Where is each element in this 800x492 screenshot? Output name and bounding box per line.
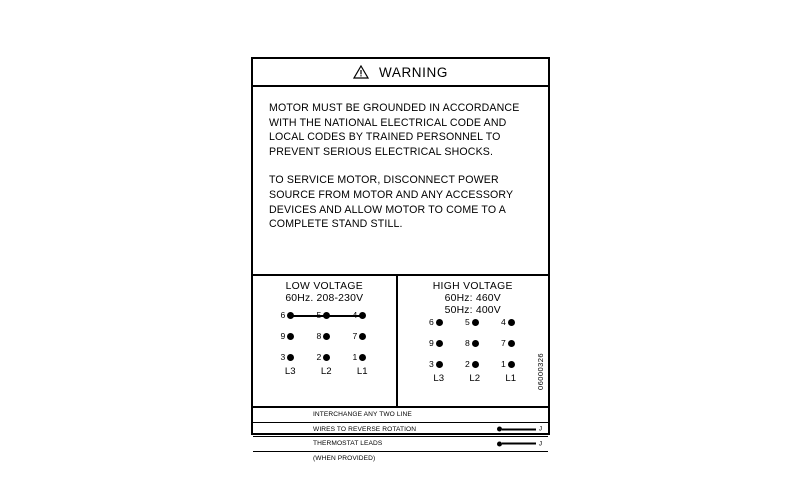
line-label-l2: L2 (469, 373, 481, 384)
terminal-label-8: 8 (316, 331, 322, 341)
warning-header (253, 59, 548, 87)
terminal-node-6 (436, 319, 443, 326)
low-voltage-terminal-grid (265, 310, 383, 382)
lead-wire-line (502, 443, 536, 445)
high-voltage-terminal-grid (414, 317, 532, 389)
high-voltage-panel (398, 276, 548, 406)
terminal-label-9: 9 (428, 338, 434, 348)
high-voltage-subtitle-50hz: 50Hz: 400V (444, 305, 501, 316)
note-row (253, 437, 548, 452)
high-voltage-title: HIGH VOLTAGE (432, 281, 513, 292)
terminal-node-1 (508, 361, 515, 368)
terminal-node-7 (359, 333, 366, 340)
lead-label-j: J (538, 425, 542, 433)
line-label-l2: L2 (320, 366, 332, 377)
warning-paragraph-service: TO SERVICE MOTOR, DISCONNECT POWER SOURCE FROM MOTOR AND ANY ACCESSORY DEVICES AND ALLOW MOTOR TO COME TO A COMPLETE STAND STILL. (269, 174, 514, 231)
thermostat-lead-symbol (497, 440, 542, 447)
terminal-label-2: 2 (316, 352, 322, 362)
terminal-node-9 (436, 340, 443, 347)
terminal-node-5 (472, 319, 479, 326)
line-label-l1: L1 (356, 366, 368, 377)
terminal-label-2: 2 (464, 359, 470, 369)
line-label-l1: L1 (505, 373, 517, 384)
note-text-interchange: INTERCHANGE ANY TWO LINE (313, 411, 412, 419)
note-row (253, 408, 548, 423)
terminal-label-6: 6 (280, 310, 286, 320)
terminal-node-3 (436, 361, 443, 368)
warning-triangle-icon (353, 65, 369, 79)
terminal-node-7 (508, 340, 515, 347)
terminal-node-2 (472, 361, 479, 368)
terminal-label-5: 5 (316, 310, 322, 320)
terminal-label-3: 3 (428, 359, 434, 369)
notes-section (253, 406, 548, 463)
warning-label-plate (251, 57, 550, 463)
terminal-node-3 (287, 354, 294, 361)
low-voltage-title: LOW VOLTAGE (285, 281, 363, 292)
terminal-label-7: 7 (500, 338, 506, 348)
terminal-node-8 (323, 333, 330, 340)
terminal-node-4 (359, 312, 366, 319)
terminal-label-4: 4 (500, 317, 506, 327)
warning-title: WARNING (379, 64, 448, 80)
terminal-node-1 (359, 354, 366, 361)
line-label-l3: L3 (284, 366, 296, 377)
line-label-l3: L3 (433, 373, 445, 384)
terminal-label-7: 7 (352, 331, 358, 341)
note-text-thermostat-leads: THERMOSTAT LEADS (313, 440, 383, 448)
thermostat-lead-symbol (497, 426, 542, 433)
terminal-node-6 (287, 312, 294, 319)
low-voltage-subtitle: 60Hz. 208-230V (285, 293, 364, 304)
terminal-node-2 (323, 354, 330, 361)
part-side-code: 06000326 (535, 353, 545, 390)
high-voltage-heading (398, 276, 548, 316)
note-text-reverse-rotation: WIRES TO REVERSE ROTATION (313, 425, 417, 433)
lead-label-j: J (538, 440, 542, 448)
note-row (253, 423, 548, 438)
high-voltage-subtitle-60hz: 60Hz: 460V (444, 293, 501, 304)
terminal-label-8: 8 (464, 338, 470, 348)
terminal-node-9 (287, 333, 294, 340)
low-voltage-heading (253, 276, 396, 304)
terminal-label-1: 1 (500, 359, 506, 369)
lead-wire-line (502, 428, 536, 430)
terminal-label-6: 6 (428, 317, 434, 327)
terminal-node-4 (508, 319, 515, 326)
terminal-node-8 (472, 340, 479, 347)
warning-paragraph-grounding: MOTOR MUST BE GROUNDED IN ACCORDANCE WITH THE NATIONAL ELECTRICAL CODE AND LOCAL CODES BY TRAINED PERSONNEL TO PREVENT SERIOUS ELECTRICAL SHOCKS. (269, 102, 520, 158)
terminal-label-4: 4 (352, 310, 358, 320)
note-text-when-provided: (WHEN PROVIDED) (313, 455, 376, 463)
terminal-label-1: 1 (352, 352, 358, 362)
wiring-diagram-area (253, 276, 548, 406)
note-row (253, 452, 548, 467)
low-voltage-panel (253, 276, 398, 406)
terminal-node-5 (323, 312, 330, 319)
terminal-label-9: 9 (280, 331, 286, 341)
warning-body (253, 87, 548, 276)
terminal-label-3: 3 (280, 352, 286, 362)
terminal-label-5: 5 (464, 317, 470, 327)
